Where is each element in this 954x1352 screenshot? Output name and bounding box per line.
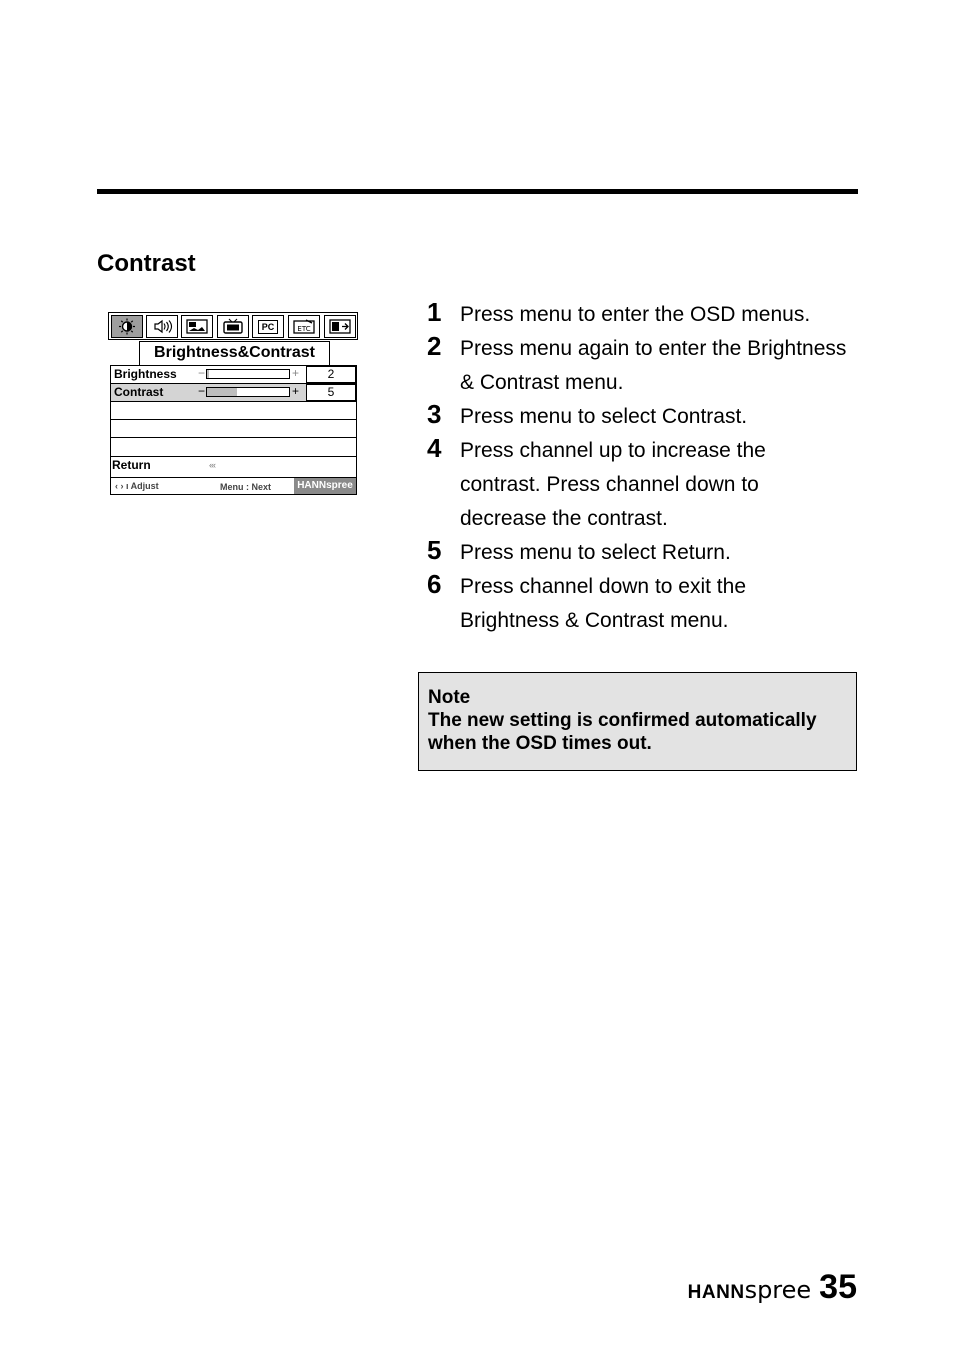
pc-icon: PC <box>252 315 284 338</box>
osd-brand-logo: HANNspree <box>294 478 356 494</box>
step-item <box>427 536 857 570</box>
step-number: 2 <box>427 331 442 361</box>
step-number: 5 <box>427 535 442 565</box>
note-box <box>418 672 857 771</box>
step-item <box>427 434 857 536</box>
step-text: Press channel up to increase the contrast. Press channel down to decrease the contrast. <box>460 439 766 530</box>
step-text: Press menu again to enter the Brightness & Contrast menu. <box>460 337 847 394</box>
instruction-steps <box>427 298 857 638</box>
return-arrows-icon: ‹‹‹ <box>209 460 215 470</box>
osd-adjust-hint <box>115 481 159 491</box>
osd-row-empty <box>111 402 356 420</box>
contrast-slider[interactable] <box>206 387 290 397</box>
contrast-value: 5 <box>306 384 356 401</box>
step-number: 3 <box>427 399 442 429</box>
step-item <box>427 570 857 638</box>
osd-menu-illustration <box>108 312 358 496</box>
step-text: Press channel down to exit the Brightness & Contrast menu. <box>460 575 747 632</box>
osd-row-brightness[interactable] <box>111 366 356 384</box>
step-text: Press menu to select Return. <box>460 541 731 564</box>
osd-row-empty <box>111 438 356 457</box>
brand-logo-light: spree <box>744 1276 812 1304</box>
audio-icon <box>146 315 178 338</box>
slider-fill <box>207 370 209 378</box>
osd-tab-title: Brightness&Contrast <box>139 341 330 365</box>
osd-footer <box>111 477 356 495</box>
note-title: Note <box>428 687 471 708</box>
osd-row-contrast[interactable] <box>111 384 356 402</box>
picture-icon <box>181 315 213 338</box>
slider-fill <box>207 388 237 396</box>
osd-row-empty <box>111 420 356 438</box>
step-text: Press menu to enter the OSD menus. <box>460 303 811 326</box>
top-rule <box>97 189 858 194</box>
osd-row-label: Brightness <box>114 367 177 381</box>
osd-row-label: Contrast <box>114 385 164 399</box>
svg-text:ETC: ETC <box>297 325 311 333</box>
step-item <box>427 400 857 434</box>
page-number: 35 <box>819 1268 857 1306</box>
step-item <box>427 332 857 400</box>
section-title: Contrast <box>97 250 196 277</box>
osd-menu-next-hint: Menu : Next <box>220 482 272 492</box>
step-number: 6 <box>427 569 442 599</box>
page-footer <box>688 1268 857 1307</box>
step-text: Press menu to select Contrast. <box>460 405 748 428</box>
minus-icon: − <box>198 384 206 398</box>
adjust-arrows-icon: ‹ › ı <box>115 481 131 491</box>
step-number: 4 <box>427 433 442 463</box>
etc-icon <box>288 315 320 338</box>
plus-icon: + <box>292 366 300 380</box>
exit-icon <box>324 315 356 338</box>
step-item <box>427 298 857 332</box>
adjust-label: Adjust <box>130 481 159 491</box>
osd-icon-bar <box>108 312 358 340</box>
plus-icon: + <box>292 384 300 398</box>
osd-panel <box>110 365 357 495</box>
note-text: The new setting is confirmed automatically when the OSD times out. <box>428 710 817 754</box>
step-number: 1 <box>427 297 442 327</box>
minus-icon: − <box>198 366 206 380</box>
tv-icon <box>217 315 249 338</box>
osd-return-item[interactable]: Return <box>112 458 151 472</box>
brand-logo-bold: HANN <box>687 1282 745 1303</box>
brightness-slider[interactable] <box>206 369 290 379</box>
brightness-value: 2 <box>306 366 356 383</box>
brightness-icon <box>111 315 143 338</box>
